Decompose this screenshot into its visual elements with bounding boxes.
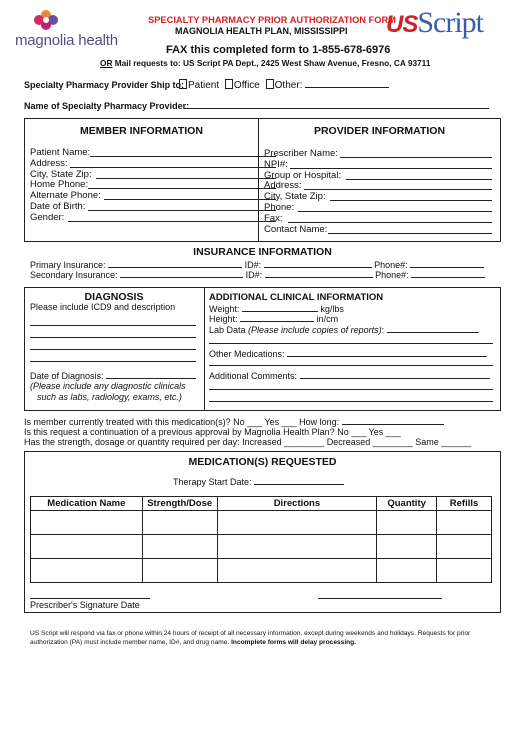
patient-name-field[interactable] bbox=[90, 148, 276, 157]
ship-to-patient-checkbox[interactable] bbox=[179, 79, 187, 89]
signature-date-label: Date bbox=[120, 600, 140, 610]
how-long-field[interactable] bbox=[342, 416, 444, 425]
therapy-start-row bbox=[173, 476, 344, 487]
signature-row bbox=[30, 600, 140, 610]
contact-name-field[interactable] bbox=[328, 225, 492, 234]
provider-name-label: Name of Specialty Pharmacy Provider: bbox=[24, 101, 190, 111]
col-strength-dose: Strength/Dose bbox=[142, 497, 217, 511]
lab-data-field[interactable] bbox=[387, 324, 479, 333]
ship-to-label: Specialty Pharmacy Provider Ship to: bbox=[24, 80, 185, 90]
height-row bbox=[209, 313, 338, 324]
member-field: Home Phone: bbox=[30, 180, 101, 191]
other-meds-line-2[interactable] bbox=[209, 357, 493, 366]
usscript-logo bbox=[386, 6, 483, 40]
group-hospital-field[interactable] bbox=[346, 171, 492, 180]
home-phone-field[interactable] bbox=[88, 180, 276, 189]
table-row bbox=[31, 559, 492, 583]
question-treated bbox=[24, 416, 444, 427]
signature-date-field[interactable] bbox=[318, 590, 442, 599]
diagnosis-line-2[interactable] bbox=[30, 329, 196, 338]
footer-note bbox=[30, 629, 505, 647]
clinical-title: ADDITIONAL CLINICAL INFORMATION bbox=[209, 292, 384, 303]
height-label: Height: bbox=[209, 314, 238, 324]
provider-fields bbox=[264, 149, 341, 235]
medications-header-row bbox=[31, 497, 492, 511]
member-field: Patient Name: bbox=[30, 148, 101, 159]
magnolia-flower-icon bbox=[29, 8, 63, 34]
secondary-insurance-field[interactable] bbox=[120, 269, 243, 278]
col-medication-name: Medication Name bbox=[31, 497, 143, 511]
mail-address: Mail requests to: US Script PA Dept., 2425 West Shaw Avenue, Fresno, CA 93711 bbox=[112, 58, 431, 68]
secondary-id-field[interactable] bbox=[265, 269, 373, 278]
member-info-title: MEMBER INFORMATION bbox=[80, 125, 203, 137]
diagnosis-title: DIAGNOSIS bbox=[84, 291, 144, 303]
comments-label: Additional Comments: bbox=[209, 371, 298, 381]
height-field[interactable] bbox=[240, 313, 314, 322]
question-strength: Has the strength, dosage or quantity required per day: Increased ________ Decreased ________ Same ______ bbox=[24, 437, 472, 447]
fax-line: FAX this completed form to 1-855-678-6976 bbox=[166, 44, 391, 56]
quantity-cell[interactable] bbox=[377, 535, 437, 559]
col-refills: Refills bbox=[437, 497, 492, 511]
comments-field[interactable] bbox=[300, 370, 490, 379]
date-of-diagnosis-label: Date of Diagnosis: bbox=[30, 371, 104, 381]
provider-name-field[interactable] bbox=[184, 100, 489, 109]
date-of-diagnosis-field[interactable] bbox=[106, 370, 196, 379]
ship-to-office: Office bbox=[233, 80, 260, 91]
provider-field: NPI#: bbox=[264, 160, 341, 171]
provider-phone-field[interactable] bbox=[298, 203, 492, 212]
directions-cell[interactable] bbox=[217, 559, 377, 583]
member-fields bbox=[30, 148, 101, 224]
primary-phone-field[interactable] bbox=[410, 259, 484, 268]
comments-line-3[interactable] bbox=[209, 393, 493, 402]
lab-data-colon: : bbox=[381, 325, 385, 335]
height-unit: in/cm bbox=[316, 314, 339, 324]
diagnosis-line-1[interactable] bbox=[30, 317, 196, 326]
provider-field: Group or Hospital: bbox=[264, 171, 341, 182]
provider-address-field[interactable] bbox=[304, 181, 492, 190]
prescriber-name-field[interactable] bbox=[340, 149, 492, 158]
lab-data-note: (Please include copies of reports) bbox=[248, 325, 382, 335]
refills-cell[interactable] bbox=[437, 559, 492, 583]
col-quantity: Quantity bbox=[377, 497, 437, 511]
comments-line-2[interactable] bbox=[209, 381, 493, 390]
ship-to-patient: Patient bbox=[188, 80, 220, 91]
primary-phone-label: Phone#: bbox=[374, 260, 408, 270]
comments-row bbox=[209, 370, 490, 381]
primary-id-label: ID#: bbox=[244, 260, 262, 270]
medications-title: MEDICATION(S) REQUESTED bbox=[188, 456, 337, 468]
therapy-start-field[interactable] bbox=[254, 476, 344, 485]
alternate-phone-field[interactable] bbox=[104, 191, 276, 200]
diagnosis-note-1: (Please include any diagnostic clinicals bbox=[30, 381, 186, 391]
member-field: Alternate Phone: bbox=[30, 191, 101, 202]
member-field: Gender: bbox=[30, 213, 101, 224]
provider-field: Address: bbox=[264, 181, 341, 192]
weight-unit: kg/lbs bbox=[320, 304, 344, 314]
col-directions: Directions bbox=[217, 497, 377, 511]
strength-dose-cell[interactable] bbox=[142, 559, 217, 583]
diagnosis-note-2: such as labs, radiology, exams, etc.) bbox=[37, 392, 182, 402]
insurance-title: INSURANCE INFORMATION bbox=[193, 246, 332, 258]
weight-field[interactable] bbox=[242, 303, 318, 312]
diagnosis-line-3[interactable] bbox=[30, 341, 196, 350]
quantity-cell[interactable] bbox=[377, 511, 437, 535]
primary-insurance-label: Primary Insurance: bbox=[30, 260, 106, 270]
provider-info-title: PROVIDER INFORMATION bbox=[313, 125, 446, 137]
primary-id-field[interactable] bbox=[264, 259, 372, 268]
weight-label: Weight: bbox=[209, 304, 240, 314]
secondary-insurance-label: Secondary Insurance: bbox=[30, 270, 118, 280]
strength-dose-cell[interactable] bbox=[142, 535, 217, 559]
footer-bold: Incomplete forms will delay processing. bbox=[231, 639, 357, 646]
ship-to-other-field[interactable] bbox=[305, 79, 389, 88]
quantity-cell[interactable] bbox=[377, 559, 437, 583]
city-state-zip-field[interactable] bbox=[96, 170, 276, 179]
directions-cell[interactable] bbox=[217, 511, 377, 535]
usscript-logo-script: Script bbox=[417, 6, 484, 39]
table-row bbox=[31, 511, 492, 535]
directions-cell[interactable] bbox=[217, 535, 377, 559]
secondary-id-label: ID#: bbox=[245, 270, 263, 280]
ship-to-other: Other: bbox=[274, 80, 303, 91]
provider-field: Prescriber Name: bbox=[264, 149, 341, 160]
address-field[interactable] bbox=[70, 159, 276, 168]
question-continuation: Is this request a continuation of a previous approval by Magnolia Health Plan? No ___ Yes ___ bbox=[24, 427, 401, 437]
primary-insurance-field[interactable] bbox=[108, 259, 242, 268]
footer-text: US Script will respond via fax or phone within 24 hours of receipt of all necessary information, except during weekends and holidays. Requests for prior authorization (PA) must include member name, ID#, and drug name. bbox=[30, 630, 471, 646]
table-row bbox=[31, 535, 492, 559]
diagnosis-instruction: Please include ICD9 and description bbox=[30, 302, 176, 312]
usscript-logo-us: US bbox=[386, 11, 418, 38]
medication-name-cell[interactable] bbox=[31, 535, 143, 559]
provider-field: Phone: bbox=[264, 203, 341, 214]
question-treated-text: Is member currently treated with this medication(s)? No ___ Yes ___ How long: bbox=[24, 417, 340, 427]
member-field: Date of Birth: bbox=[30, 202, 101, 213]
lab-data-label: Lab Data bbox=[209, 325, 249, 335]
diagnosis-line-4[interactable] bbox=[30, 353, 196, 362]
other-meds-label: Other Medications: bbox=[209, 349, 285, 359]
secondary-phone-field[interactable] bbox=[411, 269, 485, 278]
other-meds-field[interactable] bbox=[287, 348, 487, 357]
gender-field[interactable] bbox=[68, 213, 276, 222]
ship-to-other-checkbox[interactable] bbox=[266, 79, 274, 89]
medication-name-cell[interactable] bbox=[31, 511, 143, 535]
provider-city-field[interactable] bbox=[330, 192, 492, 201]
provider-field: Contact Name: bbox=[264, 225, 341, 236]
or-label: OR bbox=[100, 58, 113, 68]
therapy-start-label: Therapy Start Date: bbox=[173, 477, 252, 487]
ship-to-office-checkbox[interactable] bbox=[225, 79, 233, 89]
medication-name-cell[interactable] bbox=[31, 559, 143, 583]
magnolia-health-logo bbox=[15, 8, 140, 50]
mail-line bbox=[100, 58, 430, 68]
refills-cell[interactable] bbox=[437, 535, 492, 559]
date-of-birth-field[interactable] bbox=[88, 202, 276, 211]
provider-fax-field[interactable] bbox=[288, 214, 492, 223]
secondary-phone-label: Phone#: bbox=[375, 270, 409, 280]
signature-label: Prescriber's Signature bbox=[30, 600, 119, 610]
form-subtitle: MAGNOLIA HEALTH PLAN, MISSISSIPPI bbox=[175, 26, 348, 36]
lab-data-row bbox=[209, 324, 479, 335]
provider-field: City, State Zip: bbox=[264, 192, 341, 203]
refills-cell[interactable] bbox=[437, 511, 492, 535]
signature-field[interactable] bbox=[30, 590, 150, 599]
ship-to-options bbox=[179, 79, 389, 91]
member-field: City, State Zip: bbox=[30, 170, 101, 181]
provider-field: Fax: bbox=[264, 214, 341, 225]
medications-table bbox=[30, 496, 492, 583]
secondary-insurance-row bbox=[30, 269, 485, 280]
strength-dose-cell[interactable] bbox=[142, 511, 217, 535]
form-title: SPECIALTY PHARMACY PRIOR AUTHORIZATION FORM bbox=[148, 15, 396, 25]
magnolia-health-wordmark: magnolia health bbox=[15, 32, 118, 49]
date-of-diagnosis-row bbox=[30, 370, 196, 381]
npi-field[interactable] bbox=[290, 160, 492, 169]
member-field: Address: bbox=[30, 159, 101, 170]
lab-data-line-2[interactable] bbox=[209, 335, 493, 344]
